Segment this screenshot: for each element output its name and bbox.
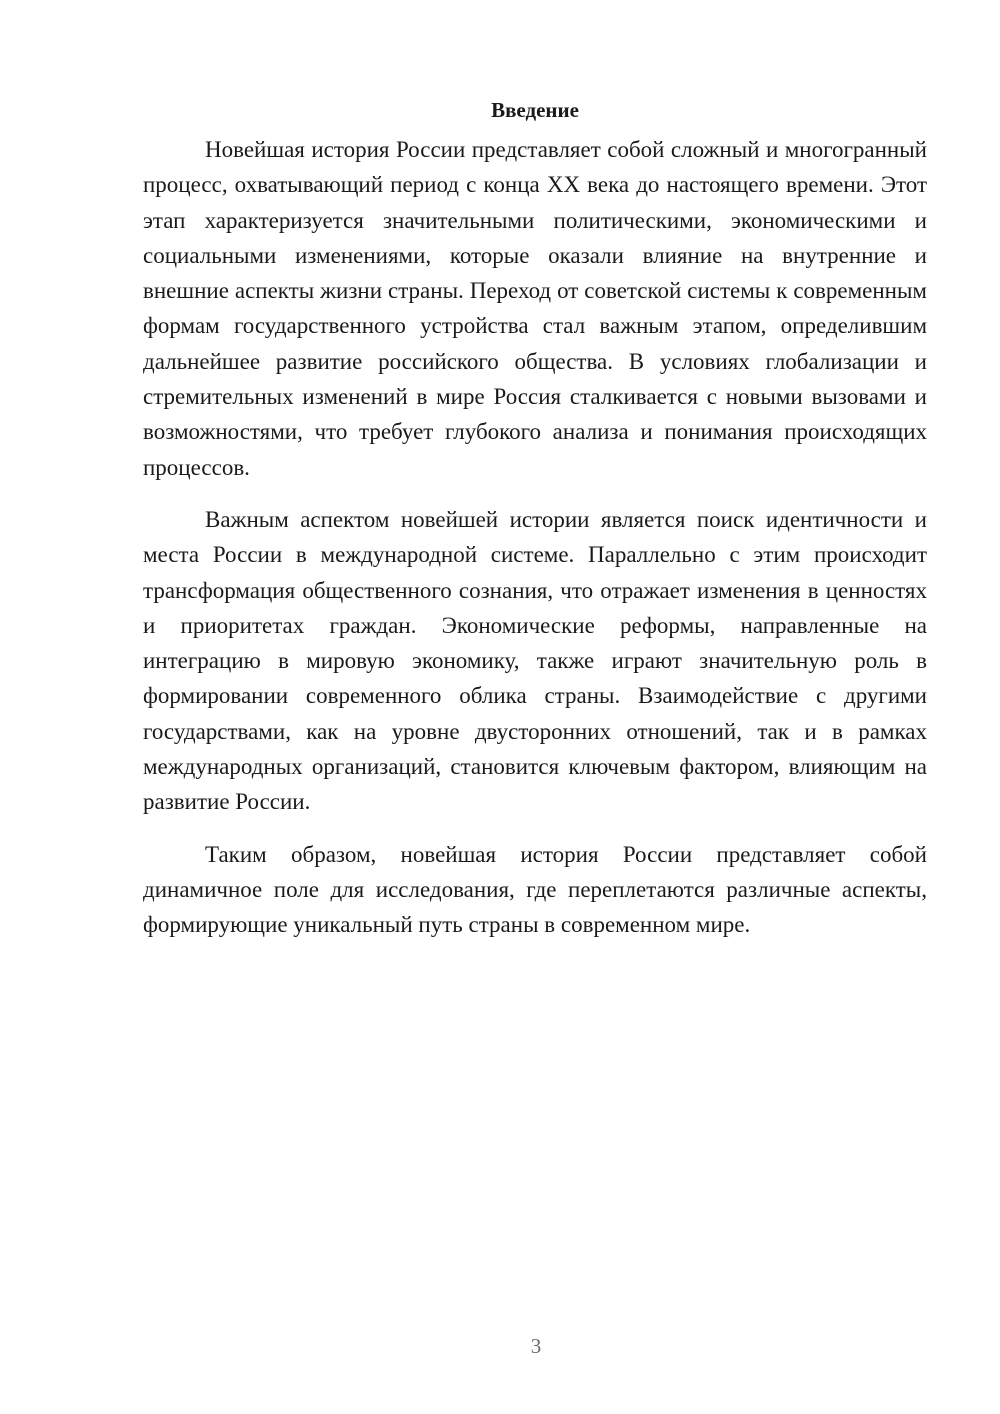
page-content xyxy=(143,92,927,943)
paragraph-1: Новейшая история России представляет собой сложный и многогранный процесс, охватывающий период с конца XX века до настоящего времени. Этот этап характеризуется значительными политическими, экономическими и социальными изменениями, которые оказали влияние на внутренние и внешние аспекты жизни страны. Переход от советской системы к современным формам государственного устройства стал важным этапом, определившим дальнейшее развитие российского общества. В условиях глобализации и стремительных изменений в мире Россия сталкивается с новыми вызовами и возможностями, что требует глубокого анализа и понимания происходящих процессов. xyxy=(143,137,927,480)
page-number: 3 xyxy=(530,1334,542,1358)
section-heading: Введение xyxy=(491,98,579,122)
paragraph-3: Таким образом, новейшая история России представляет собой динамичное поле для исследования, где переплетаются различные аспекты, формирующие уникальный путь страны в современном мире. xyxy=(143,841,927,938)
paragraph-2: Важным аспектом новейшей истории является поиск идентичности и места России в международной системе. Параллельно с этим происходит трансформация общественного сознания, что отражает изменения в ценностях и приоритетах граждан. Экономические реформы, направленные на интеграцию в мировую экономику, также играют значительную роль в формировании современного облика страны. Взаимодействие с другими государствами, как на уровне двусторонних отношений, так и в рамках международных организаций, становится ключевым фактором, влияющим на развитие России. xyxy=(143,506,927,815)
